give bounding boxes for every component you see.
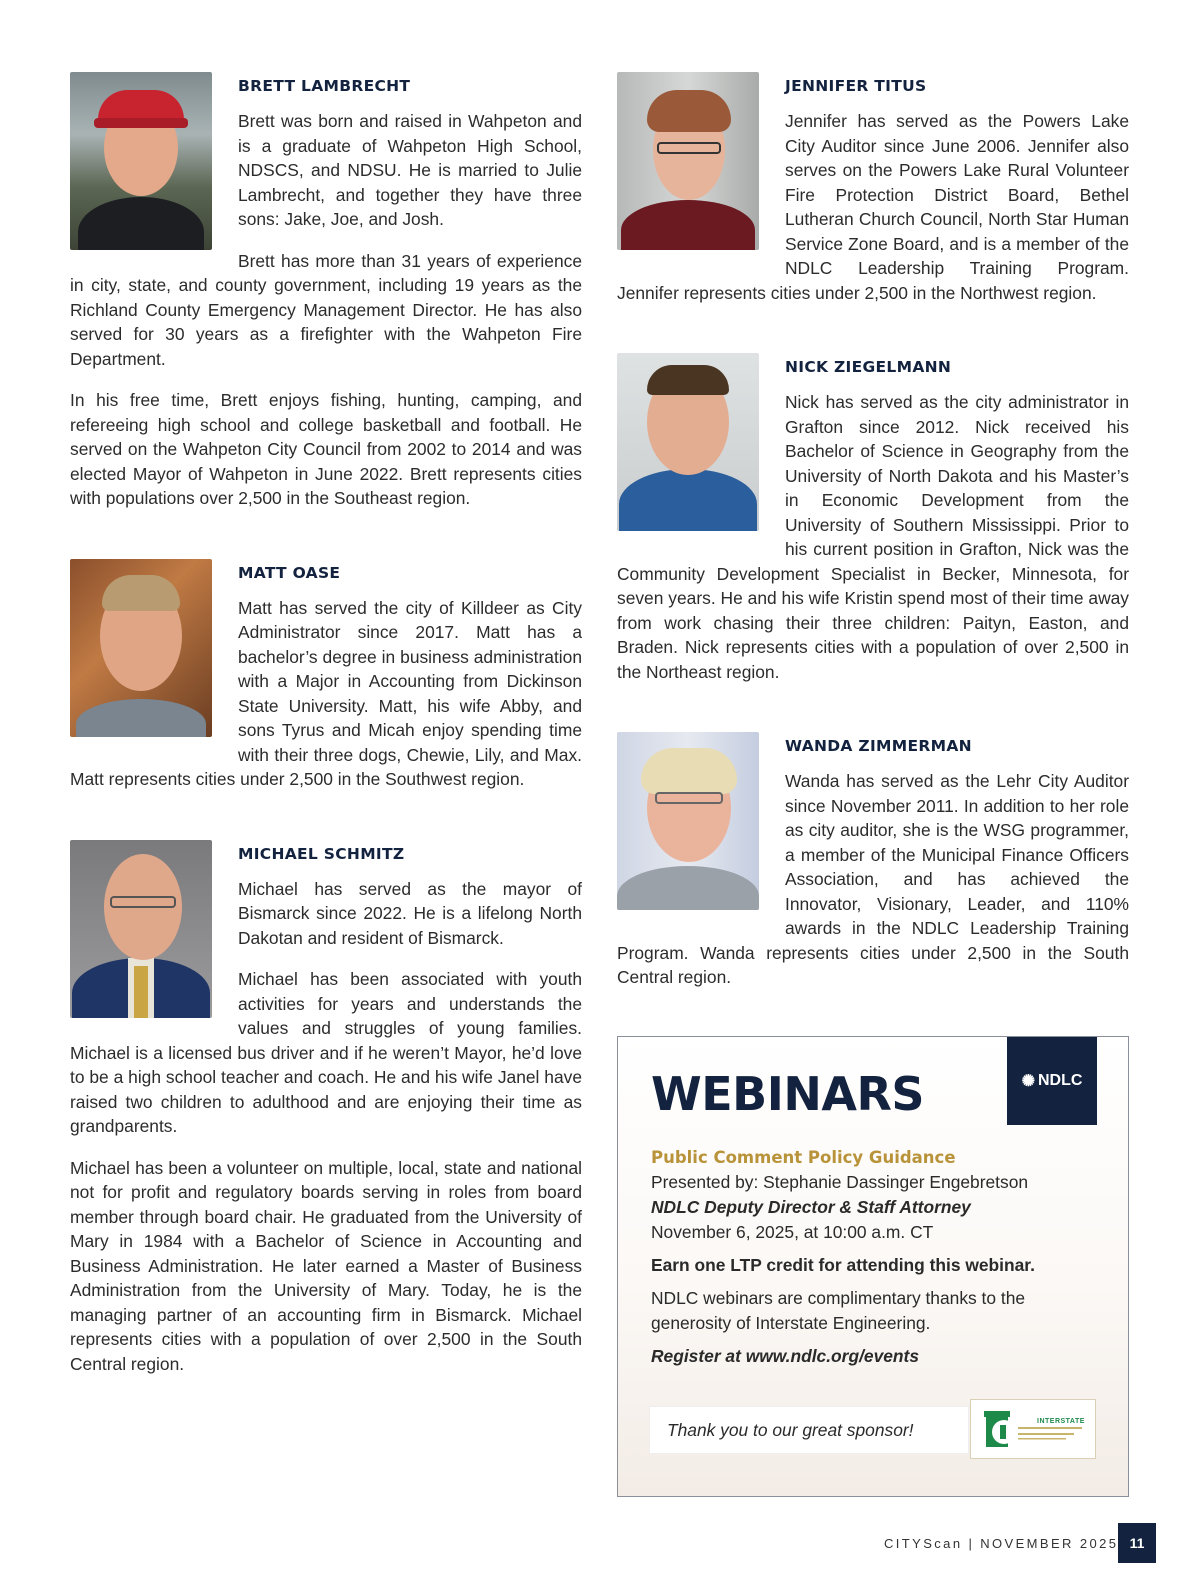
sponsor-logo-text: INTERSTATE bbox=[1037, 1418, 1085, 1425]
webinar-sponsor-note: NDLC webinars are complimentary thanks to the generosity of Interstate Engineering. bbox=[651, 1288, 1026, 1333]
portrait-brett-lambrecht bbox=[70, 72, 212, 250]
bio-name: MATT OASE bbox=[238, 563, 341, 582]
ad-body bbox=[651, 1145, 1101, 1369]
bio-brett-lambrecht bbox=[70, 70, 582, 511]
bio-paragraph: Michael has served as the mayor of Bismarck since 2022. He is a lifelong North Dakotan and resident of Bismarck. bbox=[238, 878, 582, 948]
bio-matt-oase bbox=[70, 557, 582, 792]
ndlc-badge bbox=[1007, 1037, 1097, 1125]
bio-michael-schmitz bbox=[70, 838, 582, 1377]
bio-paragraph: Michael has been a volunteer on multiple, local, state and national not for profit and regulatory boards serving in roles from board member through board chair. He graduated from the University of Mary in 1984 with a Bachelor of Science in Accounting and Business Administration. He later earned a Master of Business Administration from the University of Mary. Today, he is the managing partner of an accounting firm in Bismarck. Michael represents cities with a population of over 2,500 in the South Central region. bbox=[70, 1157, 582, 1374]
bio-paragraph: In his free time, Brett enjoys fishing, hunting, camping, and refereeing high school and college basketball and football. He served on the Wahpeton City Council from 2002 to 2014 and was elected Mayor of Wahpeton in June 2022. Brett represents cities with populations over 2,500 in the Southeast region. bbox=[70, 390, 582, 508]
bio-name: NICK ZIEGELMANN bbox=[785, 358, 952, 376]
webinar-register-link[interactable]: Register at www.ndlc.org/events bbox=[651, 1346, 920, 1366]
portrait-nick-ziegelmann bbox=[617, 353, 759, 531]
webinar-ad bbox=[617, 1036, 1129, 1497]
sponsor-thanks: Thank you to our great sponsor! bbox=[650, 1407, 968, 1453]
portrait-michael-schmitz bbox=[70, 840, 212, 1018]
footer-publication: CITYScan | NOVEMBER 2025 bbox=[884, 1536, 1119, 1551]
bio-name: JENNIFER TITUS bbox=[785, 77, 927, 95]
webinar-topic: Public Comment Policy Guidance bbox=[651, 1148, 956, 1167]
bio-name: WANDA ZIMMERMAN bbox=[785, 737, 972, 755]
portrait-wanda-zimmerman bbox=[617, 732, 759, 910]
sponsor-logo[interactable] bbox=[970, 1399, 1096, 1459]
ad-title: WEBINARS bbox=[651, 1067, 924, 1121]
bio-jennifer-titus bbox=[617, 70, 1129, 305]
bio-name: BRETT LAMBRECHT bbox=[238, 77, 411, 95]
portrait-jennifer-titus bbox=[617, 72, 759, 250]
webinar-datetime: November 6, 2025, at 10:00 a.m. CT bbox=[651, 1222, 934, 1242]
bio-paragraph: Nick has served as the city administrator in Grafton since 2012. Nick received his Bachelor of Science in Geography from the University of North Dakota and his Master’s in Economic Development from the University of Southern Mississippi. Prior to his current position in Grafton, Nick was the Community Development Specialist in Becker, Minnesota, for seven years. He and his wife Kristin spend most of their time away from work chasing their three children: Paityn, Easton, and Braden. Nick represents cities with a population of over 2,500 in the Northeast region. bbox=[617, 392, 1129, 682]
ndlc-badge-label: NDLC bbox=[1037, 1072, 1083, 1089]
bio-paragraph: Michael has been associated with youth activities for years and understands the values and struggles of young families. Michael is a licensed bus driver and if he weren’t Mayor, he’d love to be a high school teacher and coach. He and his wife Janel have raised two children to adulthood and are enjoying their time as grandparents. bbox=[70, 969, 582, 1136]
page-number: 11 bbox=[1118, 1523, 1156, 1563]
interstate-engineering-logo-icon bbox=[978, 1407, 1088, 1451]
webinar-presenter-title: NDLC Deputy Director & Staff Attorney bbox=[651, 1197, 971, 1217]
webinar-credit: Earn one LTP credit for attending this webinar. bbox=[651, 1255, 1035, 1275]
bio-paragraph: Matt has served the city of Killdeer as City Administrator since 2017. Matt has a bachelor’s degree in business administration with a Major in Accounting from Dickinson State University. Matt, his wife Abby, and sons Tyrus and Micah enjoy spending time with their three dogs, Chewie, Lily, and Max. Matt represents cities under 2,500 in the Southwest region. bbox=[70, 597, 582, 789]
sparkle-icon: ✺ bbox=[1021, 1073, 1035, 1090]
bio-paragraph: Brett has more than 31 years of experience in city, state, and county government, including 19 years as the Richland County Emergency Management Director. He has also served for 30 years as a firefighter with the Wahpeton Fire Department. bbox=[70, 250, 582, 369]
right-column bbox=[617, 70, 1129, 990]
webinar-presenter: Presented by: Stephanie Dassinger Engebretson bbox=[651, 1172, 1029, 1192]
left-column bbox=[70, 70, 582, 1376]
bio-name: MICHAEL SCHMITZ bbox=[238, 844, 405, 863]
bio-wanda-zimmerman bbox=[617, 730, 1129, 990]
bio-paragraph: Brett was born and raised in Wahpeton and is a graduate of Wahpeton High School, NDSCS, and NDSU. He is married to Julie Lambrecht, and together they have three sons: Jake, Joe, and Josh. bbox=[238, 111, 582, 229]
bio-paragraph: Jennifer has served as the Powers Lake City Auditor since June 2006. Jennifer also serves on the Powers Lake Rural Volunteer Fire Protection District Board, Bethel Lutheran Church Council, North Star Human Service Zone Board, and is a member of the NDLC Leadership Training Program. Jennifer represents cities under 2,500 in the Northwest region. bbox=[617, 111, 1129, 303]
portrait-matt-oase bbox=[70, 559, 212, 737]
bio-paragraph: Wanda has served as the Lehr City Auditor since November 2011. In addition to her role as city auditor, she is the WSG programmer, a member of the Municipal Finance Officers Association, and has achieved the Innovator, Visionary, Leader, and 110% awards in the NDLC Leadership Training Program. Wanda represents cities under 2,500 in the South Central region. bbox=[617, 771, 1129, 987]
bio-nick-ziegelmann bbox=[617, 351, 1129, 684]
